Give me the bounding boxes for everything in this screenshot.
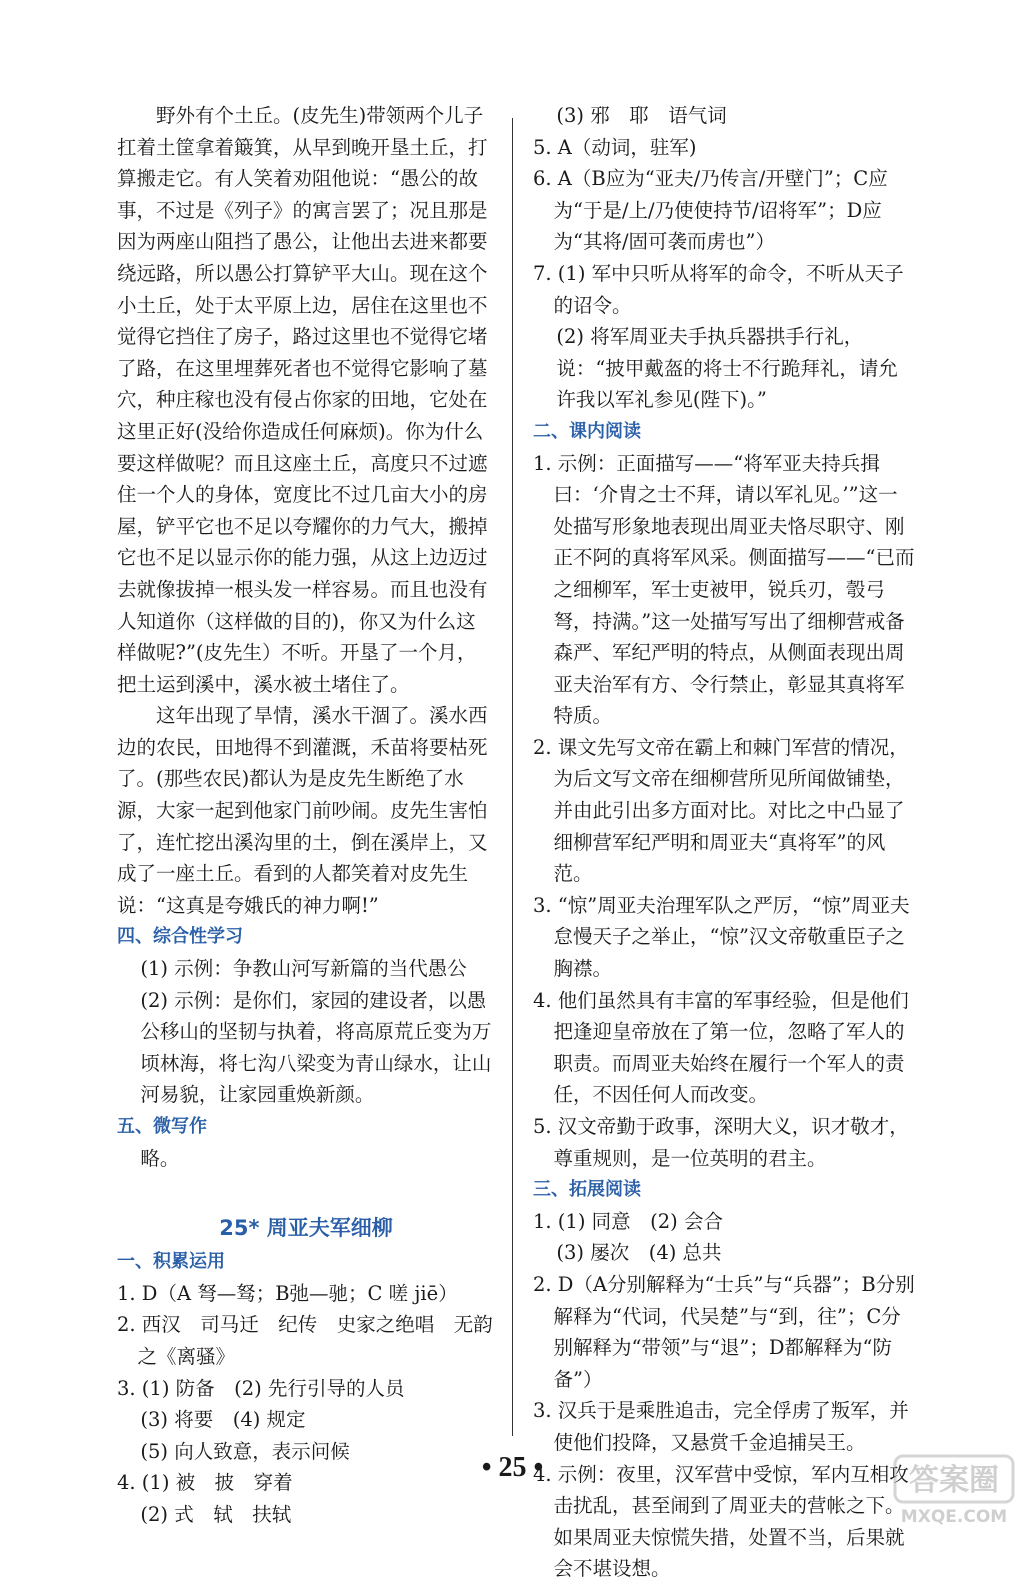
section-heading-5: 五、微写作 [117, 1116, 207, 1137]
answer-item: 7. (1) 军中只听从将军的命令，不听从天子的诏令。 [533, 261, 904, 317]
left-column [117, 100, 495, 1531]
answer-item: 4. (1) 被 披 穿着 [117, 1471, 293, 1495]
answer-item: 略。 [140, 1146, 180, 1170]
answer-item: (2) 式 轼 扶轼 [140, 1502, 292, 1526]
translation-paragraph-1: 野外有个土丘。(皮先生)带领两个儿子扛着土筐拿着簸箕，从早到晚开垦土丘，打算搬走它。有人笑着劝阻他说：“愚公的故事，不过是《列子》的寓言罢了；况且那是因为两座山阻挡了愚公，让他出去进来都要绕远路，所以愚公打算铲平大山。现在这个小土丘，处于太平原上边，居住在这里也不觉得它挡住了房子，路过这里也不觉得它堵了路，在这里埋葬死者也不觉得它影响了墓穴，种庄稼也没有侵占你家的田地，它处在这里正好(没给你造成任何麻烦)。你为什么要这样做呢？而且这座土丘，高度只不过遮住一个人的身体，宽度比不过几亩大小的房屋，铲平它也不足以夸耀你的力气大，搬掉它也不足以显示你的能力强，从这上边迈过去就像拔掉一根头发一样容易。而且也没有人知道你（这样做的目的)，你又为什么这样做呢?”(皮先生）不听。开垦了一个月，把土运到溪中，溪水被土堵住了。 [117, 104, 488, 696]
right-column [533, 100, 915, 1585]
section-heading-2: 二、课内阅读 [533, 420, 641, 442]
answer-item: 1. 示例：正面描写——“将军亚夫持兵揖曰：‘介胄之士不拜，请以军礼见。’”这一处描写形象地表现出周亚夫恪尽职守、刚正不阿的真将军风采。侧面描写——“已而之细柳军，军士吏被甲，锐兵刃，彀弓弩，持满。”这一处描写写出了细柳营戒备森严、军纪严明的特点，从侧面表现出周亚夫治军有方、令行禁止，彰显其真将军特质。 [533, 451, 915, 728]
section-heading-4: 四、综合性学习 [117, 926, 243, 948]
answer-item: 2. 课文先写文帝在霸上和棘门军营的情况，为后文写文帝在细柳营所见所闻做铺垫，并由此引出多方面对比。对比之中凸显了细柳营军纪严明和周亚夫“真将军”的风范。 [533, 735, 909, 886]
answer-item: (3) 屡次 (4) 总共 [556, 1241, 722, 1265]
answer-item: 5. A（动词，驻军) [533, 135, 697, 159]
answer-item: 3. “惊”周亚夫治理军队之严厉，“惊”周亚夫怠慢天子之举止，“惊”汉文帝敬重臣子之胸襟。 [533, 893, 910, 981]
answer-item: (5) 向人致意，表示问候 [140, 1439, 350, 1463]
page-number: • 25 • [481, 1452, 544, 1483]
answer-item: 4. 示例：夜里，汉军营中受惊，军内互相攻击扰乱，甚至闹到了周亚夫的营帐之下。如果周亚夫惊慌失措，处置不当，后果就会不堪设想。 [533, 1462, 909, 1581]
lesson-title: 25* 周亚夫军细柳 [219, 1216, 393, 1241]
translation-paragraph-2: 这年出现了旱情，溪水干涸了。溪水西边的农民，田地得不到灌溉，禾苗将要枯死了。(那些农民)都认为是皮先生断绝了水源，大家一起到他家门前吵闹。皮先生害怕了，连忙挖出溪沟里的土，倒在溪岸上，又成了一座土丘。看到的人都笑着对皮先生说：“这真是夸娥氏的神力啊!” [117, 704, 488, 917]
answer-item: 5. 汉文帝勤于政事，深明大义，识才敬才，尊重规则，是一位英明的君主。 [533, 1115, 909, 1170]
answer-item: 4. 他们虽然具有丰富的军事经验，但是他们把逢迎皇帝放在了第一位，忽略了军人的职责。而周亚夫始终在履行一个军人的责任，不因任何人而改变。 [533, 988, 909, 1107]
answer-item: 1. D（A 弩—驽；B弛—驰；C 嗟 jiē） [117, 1281, 458, 1305]
answer-item: 3. 汉兵于是乘胜追击，完全俘虏了叛军，并使他们投降，又悬赏千金追捕吴王。 [533, 1399, 909, 1454]
answer-item: 2. 西汉 司马迁 纪传 史家之绝唱 无韵之《离骚》 [117, 1313, 493, 1368]
answer-item: (3) 将要 (4) 规定 [140, 1408, 306, 1432]
answer-item: (3) 邪 耶 语气词 [556, 104, 727, 127]
watermark-logo [893, 1452, 1015, 1528]
answer-item: 1. (1) 同意 (2) 会合 [533, 1209, 723, 1233]
answer-item: (2) 示例：是你们，家园的建设者，以愚公移山的坚韧与执着，将高原荒丘变为万顷林海，将七沟八梁变为青山绿水，让山河易貌，让家园重焕新颜。 [140, 988, 492, 1107]
answer-item: 6. A（B应为“亚夫/乃传言/开壁门”；C应为“于是/上/乃使使持节/诏将军”；D应为“其将/固可袭而虏也”） [533, 167, 888, 254]
section-heading-3: 三、拓展阅读 [533, 1179, 641, 1201]
section-heading-1: 一、积累运用 [117, 1251, 225, 1273]
answer-item: 3. (1) 防备 (2) 先行引导的人员 [117, 1376, 405, 1400]
svg-text:答案圈: 答案圈 [909, 1463, 999, 1498]
answer-item: (1) 示例：争教山河写新篇的当代愚公 [140, 957, 467, 981]
svg-text:MXQE.COM: MXQE.COM [900, 1507, 1008, 1527]
answer-item: (2) 将军周亚夫手执兵器拱手行礼，说：“披甲戴盔的将士不行跪拜礼，请允许我以军礼参见(陛下)。” [556, 325, 898, 412]
answer-item: 2. D（A分别解释为“士兵”与“兵器”；B分别解释为“代词，代吴楚”与“到，往”；C分别解释为“带领”与“退”；D都解释为“防备”） [533, 1272, 915, 1391]
column-divider [512, 118, 513, 1436]
